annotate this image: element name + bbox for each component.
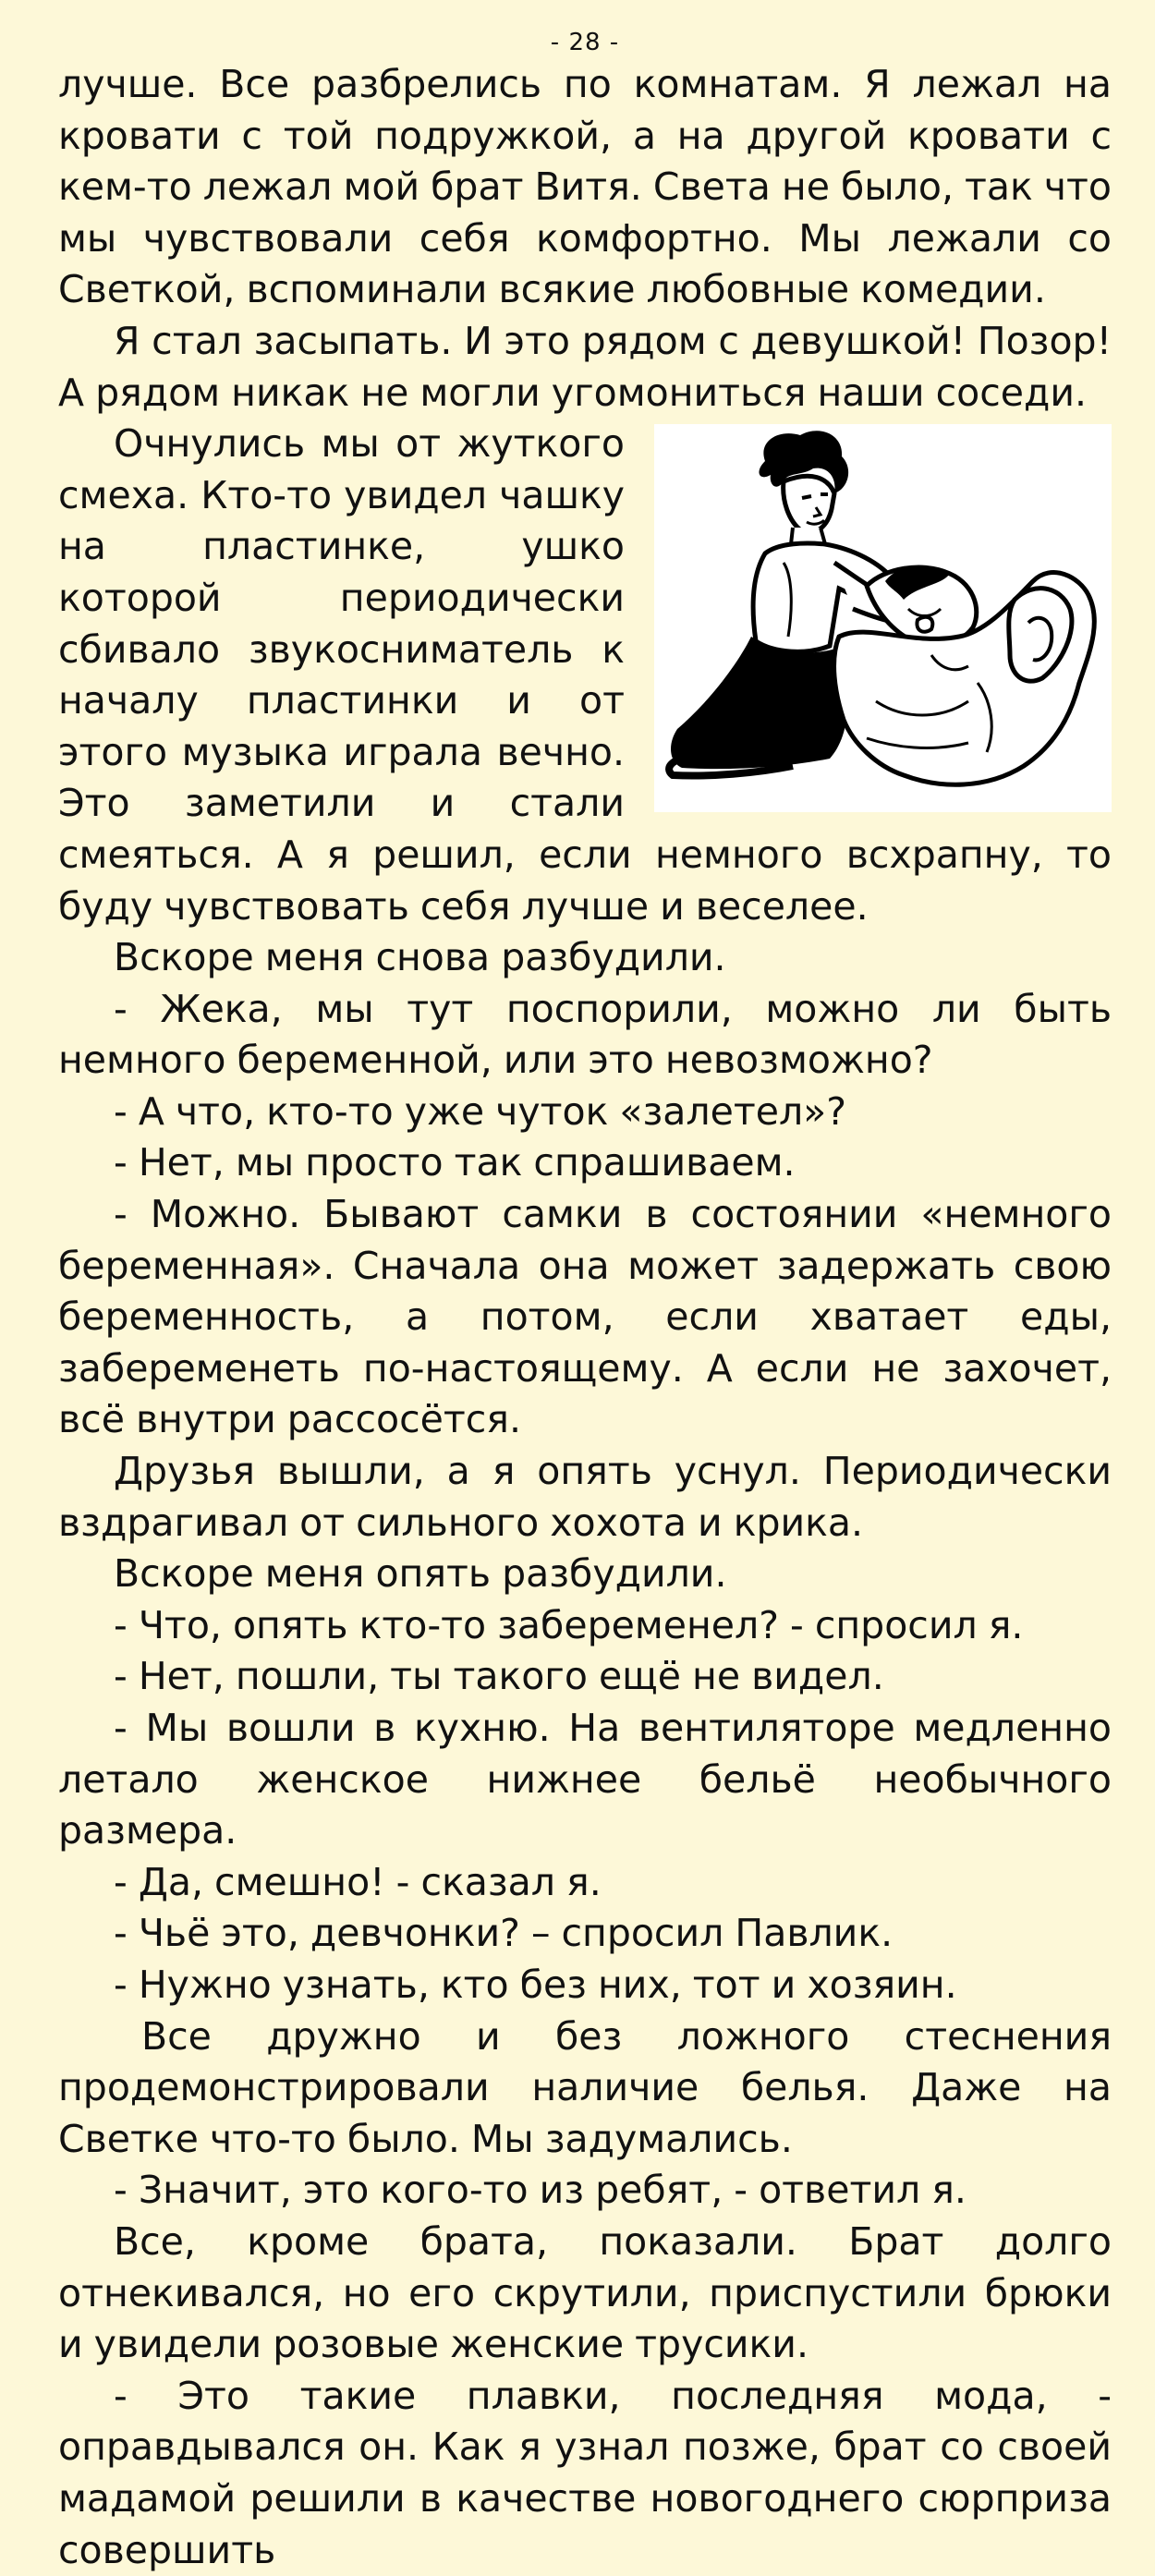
paragraph-5: - Жека, мы тут поспорили, можно ли быть немного беременной, или это невозможно? bbox=[58, 986, 1112, 1083]
paragraph-4: Вскоре меня снова разбудили. bbox=[114, 935, 726, 980]
paragraph-13: - Мы вошли в кухню. На вентиляторе медленно летало женское нижнее бельё необычного размера. bbox=[58, 1706, 1112, 1853]
paragraph-16: - Нужно узнать, кто без них, тот и хозяин. bbox=[114, 1962, 957, 2007]
paragraph-3: Очнулись мы от жуткого смеха. Кто-то увидел чашку на пластинке, ушко которой периодически сбивало звукосниматель к началу пластинки и от этого музыка играла вечно. Это заметили и стали смеяться. А я решил, если немного всхрапну, то буду чувствовать себя лучше и веселее. bbox=[58, 421, 1112, 929]
page-number: - 28 - bbox=[550, 29, 620, 56]
paragraph-8: - Можно. Бывают самки в состоянии «немного беременная». Сначала она может задержать свою беременность, а потом, если хватает еды, забеременеть по-настоящему. А если не захочет, всё внутри рассосётся. bbox=[58, 1192, 1112, 1442]
paragraph-2: Я стал засыпать. И это рядом с девушкой! Позор! А рядом никак не могли угомониться наши соседи. bbox=[58, 318, 1112, 415]
page-text bbox=[58, 59, 1112, 2576]
book-page bbox=[58, 26, 1112, 2576]
paragraph-11: - Что, опять кто-то забеременел? - спросил я. bbox=[114, 1602, 1024, 1647]
paragraph-19: Все, кроме брата, показали. Брат долго отнекивался, но его скрутили, приспустили брюки и увидели розовые женские трусики. bbox=[58, 2218, 1112, 2367]
paragraph-7: - Нет, мы просто так спрашиваем. bbox=[114, 1140, 796, 1185]
paragraph-17: Все дружно и без ложного стеснения продемонстрировали наличие белья. Даже на Светке что-то было. Мы задумались. bbox=[58, 2013, 1112, 2161]
paragraph-9: Друзья вышли, а я опять уснул. Периодически вздрагивал от сильного хохота и крика. bbox=[58, 1449, 1112, 1545]
paragraph-15: - Чьё это, девчонки? – спросил Павлик. bbox=[114, 1911, 894, 1956]
paragraph-18: - Значит, это кого-то из ребят, - ответил я. bbox=[114, 2168, 967, 2213]
paragraph-20: - Это такие плавки, последняя мода, - оправдывался он. Как я узнал позже, брат со своей мадамой решили в качестве новогоднего сюрприза совершить bbox=[58, 2373, 1112, 2572]
woman-kneeling-illustration-icon bbox=[654, 424, 1112, 812]
paragraph-14: - Да, смешно! - сказал я. bbox=[114, 1859, 602, 1904]
paragraph-12: - Нет, пошли, ты такого ещё не видел. bbox=[114, 1654, 884, 1699]
paragraph-1: лучше. Все разбрелись по комнатам. Я лежал на кровати с той подружкой, а на другой кровати с кем-то лежал мой брат Витя. Света не было, так что мы чувствовали себя комфортно. Мы лежали со Светкой, вспоминали всякие любовные комедии. bbox=[58, 62, 1112, 312]
paragraph-6: - А что, кто-то уже чуток «залетел»? bbox=[114, 1088, 846, 1134]
paragraph-10: Вскоре меня опять разбудили. bbox=[114, 1551, 727, 1597]
